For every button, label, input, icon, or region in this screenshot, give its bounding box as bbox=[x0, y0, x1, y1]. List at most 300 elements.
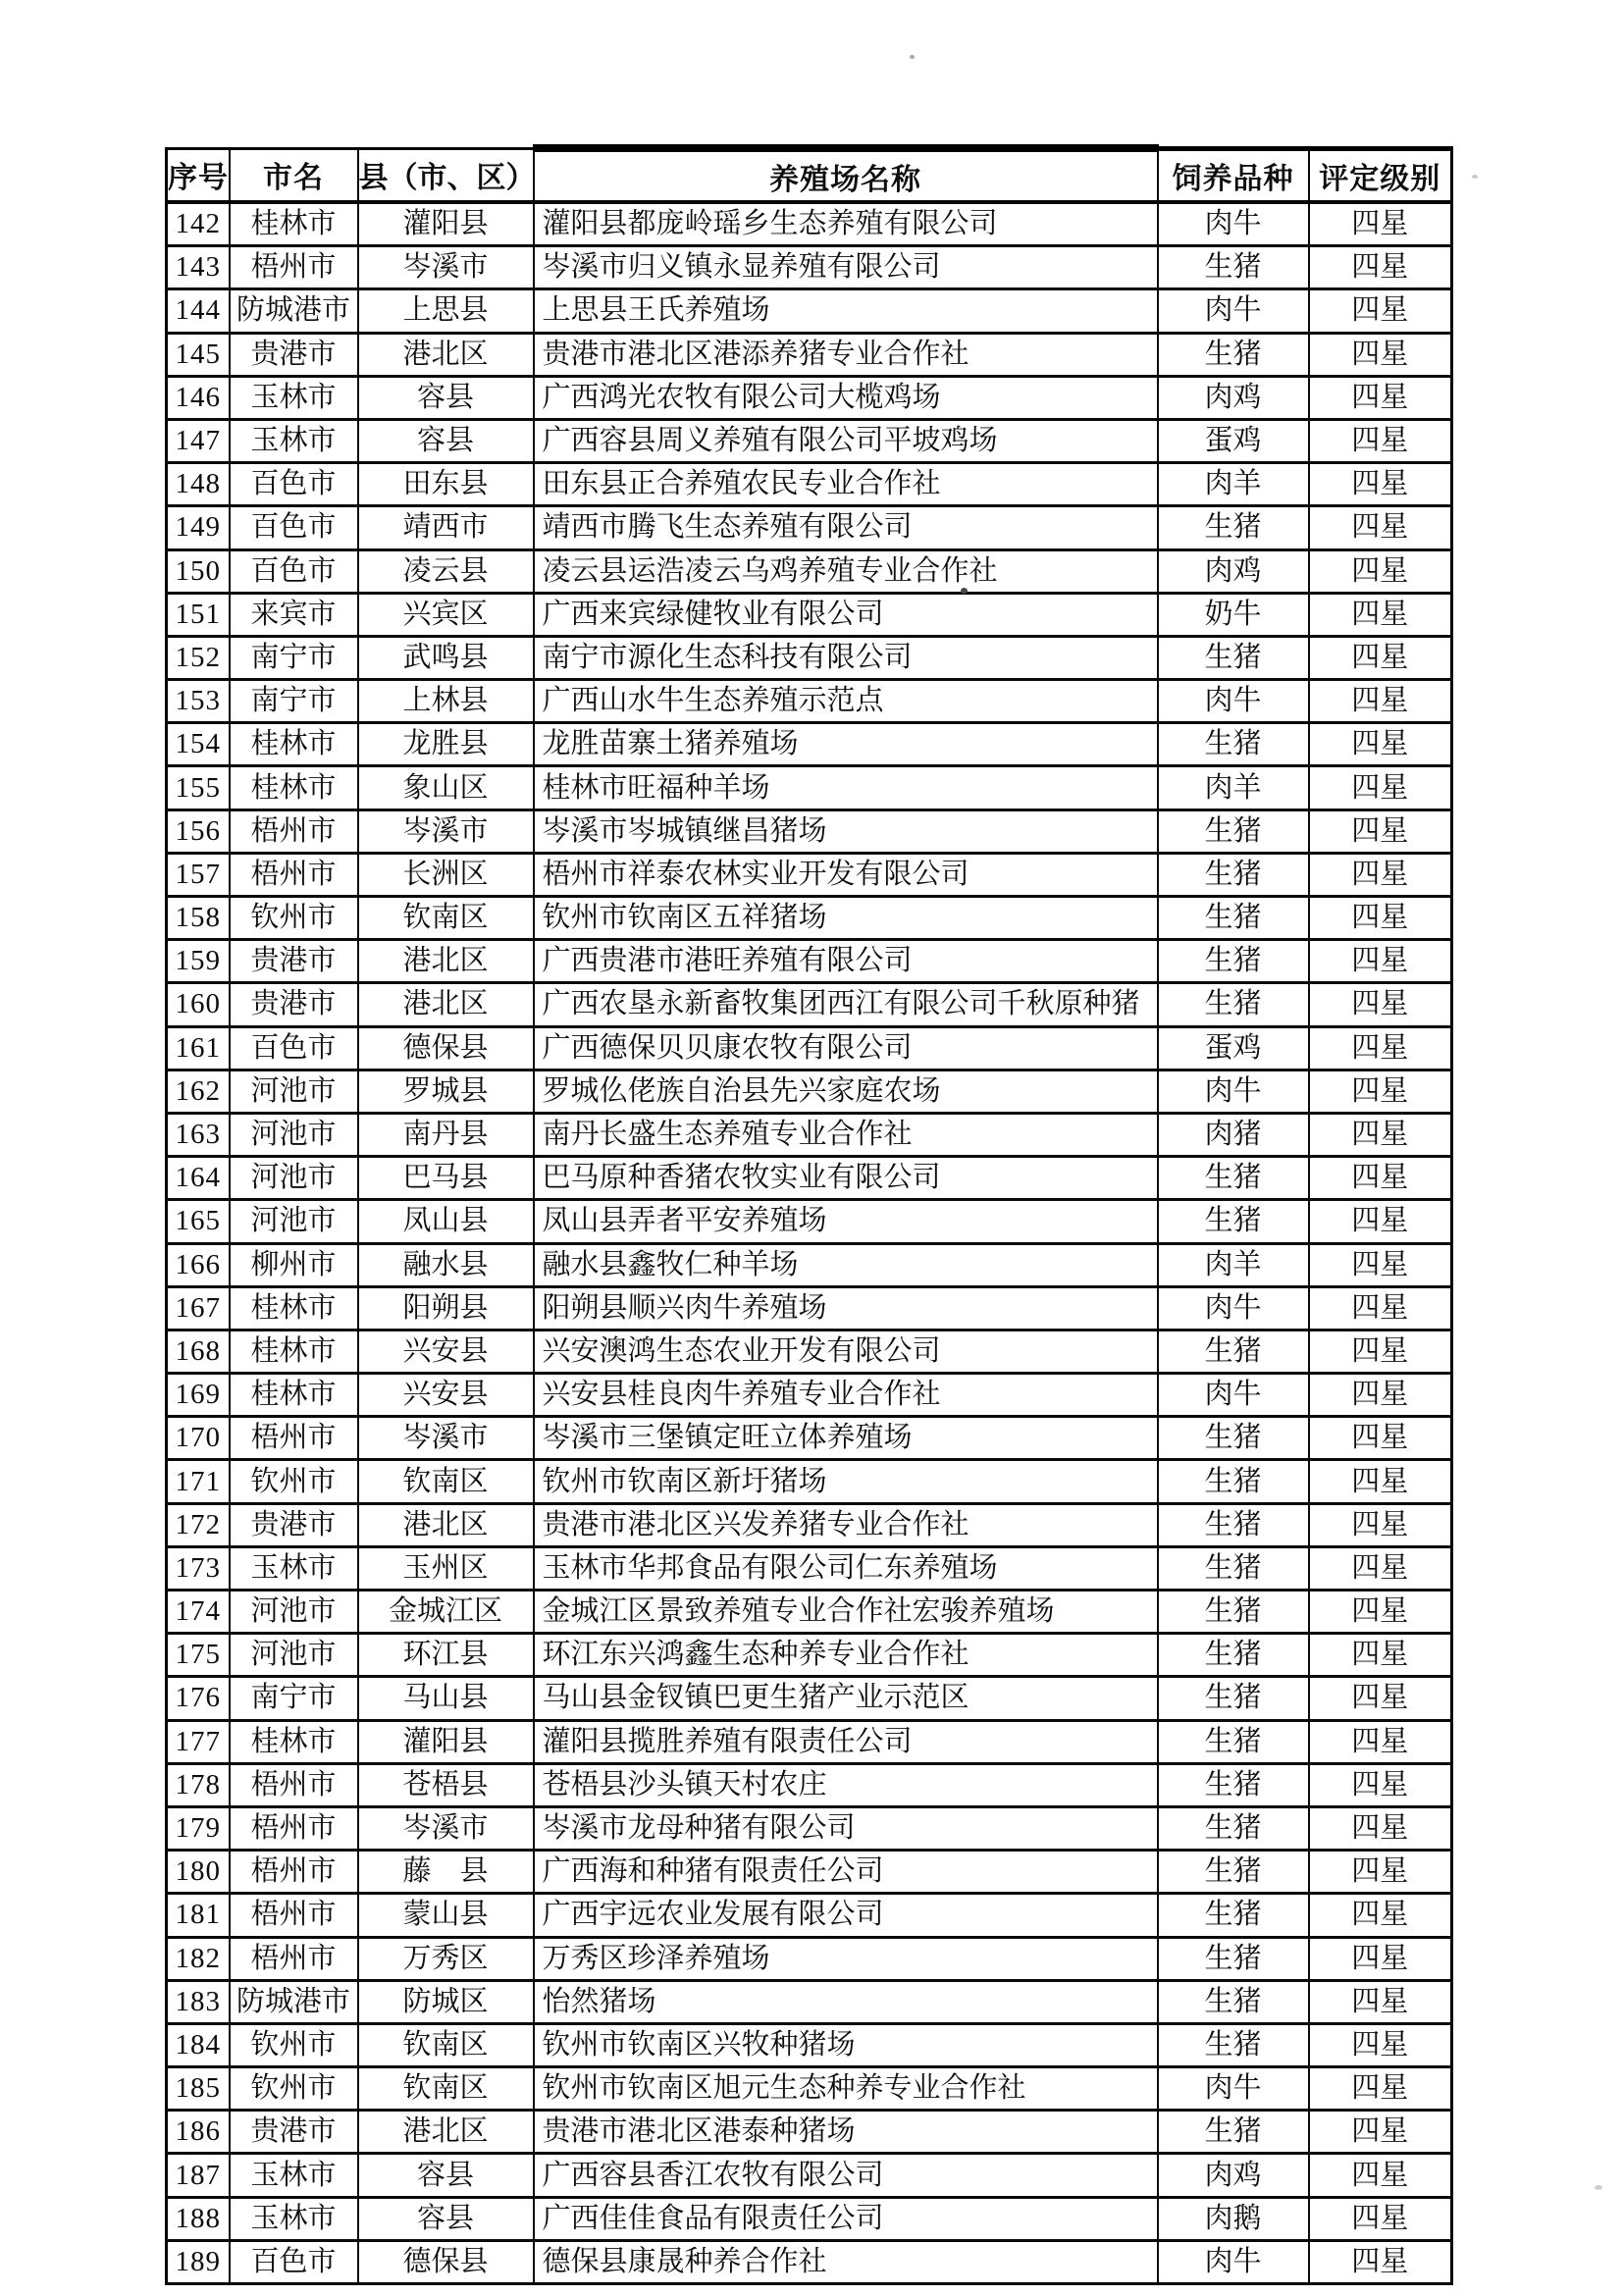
table-row bbox=[167, 1070, 1452, 1113]
row-number: 144 bbox=[167, 289, 230, 333]
farm-name: 南丹长盛生态养殖专业合作社 bbox=[534, 1113, 1158, 1156]
table-row bbox=[167, 1243, 1452, 1286]
county-name: 罗城县 bbox=[358, 1070, 534, 1113]
table-row bbox=[167, 1634, 1452, 1677]
city-name: 贵港市 bbox=[230, 983, 358, 1026]
breed-type: 生猪 bbox=[1158, 853, 1309, 896]
column-header-breed-type: 饲养品种 bbox=[1158, 148, 1309, 202]
breed-type: 生猪 bbox=[1158, 246, 1309, 289]
county-name: 金城江区 bbox=[358, 1591, 534, 1634]
table-row bbox=[167, 1417, 1452, 1460]
breed-type: 肉牛 bbox=[1158, 289, 1309, 333]
city-name: 柳州市 bbox=[230, 1243, 358, 1286]
county-name: 蒙山县 bbox=[358, 1894, 534, 1937]
column-header-county-name: 县（市、区） bbox=[358, 148, 534, 202]
farm-name: 德保县康晟种养合作社 bbox=[534, 2240, 1158, 2283]
city-name: 玉林市 bbox=[230, 2154, 358, 2197]
county-name: 象山区 bbox=[358, 766, 534, 809]
county-name: 凌云县 bbox=[358, 549, 534, 593]
column-header-city-name: 市名 bbox=[230, 148, 358, 202]
table-row bbox=[167, 983, 1452, 1026]
table-row bbox=[167, 2154, 1452, 2197]
city-name: 梧州市 bbox=[230, 1806, 358, 1850]
city-name: 钦州市 bbox=[230, 1460, 358, 1503]
row-number: 177 bbox=[167, 1720, 230, 1763]
city-name: 防城港市 bbox=[230, 289, 358, 333]
rating-level: 四星 bbox=[1309, 1070, 1452, 1113]
breed-type: 肉猪 bbox=[1158, 1113, 1309, 1156]
rating-level: 四星 bbox=[1309, 1026, 1452, 1070]
table-row bbox=[167, 897, 1452, 940]
rating-level: 四星 bbox=[1309, 1417, 1452, 1460]
city-name: 防城港市 bbox=[230, 1980, 358, 2023]
scan-speck bbox=[910, 55, 915, 59]
breed-type: 生猪 bbox=[1158, 2111, 1309, 2154]
rating-level: 四星 bbox=[1309, 680, 1452, 723]
breed-type: 肉羊 bbox=[1158, 463, 1309, 506]
farm-name: 怡然猪场 bbox=[534, 1980, 1158, 2023]
county-name: 苍梧县 bbox=[358, 1763, 534, 1806]
farm-name: 融水县鑫牧仁种羊场 bbox=[534, 1243, 1158, 1286]
breed-type: 肉牛 bbox=[1158, 1070, 1309, 1113]
breed-type: 肉牛 bbox=[1158, 1374, 1309, 1417]
city-name: 南宁市 bbox=[230, 1677, 358, 1720]
table-row bbox=[167, 333, 1452, 376]
farm-name: 广西山水牛生态养殖示范点 bbox=[534, 680, 1158, 723]
row-number: 149 bbox=[167, 506, 230, 549]
farm-name: 广西宇远农业发展有限公司 bbox=[534, 1894, 1158, 1937]
city-name: 钦州市 bbox=[230, 2067, 358, 2111]
breed-type: 生猪 bbox=[1158, 333, 1309, 376]
city-name: 梧州市 bbox=[230, 246, 358, 289]
city-name: 桂林市 bbox=[230, 1374, 358, 1417]
farm-name: 万秀区珍泽养殖场 bbox=[534, 1937, 1158, 1980]
scan-speck bbox=[961, 588, 968, 594]
rating-level: 四星 bbox=[1309, 1460, 1452, 1503]
breed-type: 生猪 bbox=[1158, 1417, 1309, 1460]
rating-level: 四星 bbox=[1309, 2197, 1452, 2240]
row-number: 164 bbox=[167, 1157, 230, 1200]
county-name: 容县 bbox=[358, 419, 534, 462]
rating-level: 四星 bbox=[1309, 2023, 1452, 2066]
table-row bbox=[167, 2197, 1452, 2240]
breed-type: 生猪 bbox=[1158, 1894, 1309, 1937]
farm-name: 桂林市旺福种羊场 bbox=[534, 766, 1158, 809]
farm-name: 灌阳县揽胜养殖有限责任公司 bbox=[534, 1720, 1158, 1763]
county-name: 防城区 bbox=[358, 1980, 534, 2023]
rating-level: 四星 bbox=[1309, 1720, 1452, 1763]
table-row bbox=[167, 1460, 1452, 1503]
breed-type: 生猪 bbox=[1158, 506, 1309, 549]
row-number: 189 bbox=[167, 2240, 230, 2283]
farm-name: 上思县王氏养殖场 bbox=[534, 289, 1158, 333]
table-row bbox=[167, 2023, 1452, 2066]
city-name: 南宁市 bbox=[230, 636, 358, 679]
row-number: 142 bbox=[167, 202, 230, 246]
breed-type: 生猪 bbox=[1158, 1851, 1309, 1894]
breed-type: 肉鹅 bbox=[1158, 2197, 1309, 2240]
table-row bbox=[167, 202, 1452, 246]
county-name: 玉州区 bbox=[358, 1546, 534, 1590]
table-row bbox=[167, 1374, 1452, 1417]
farm-name: 金城江区景致养殖专业合作社宏骏养殖场 bbox=[534, 1591, 1158, 1634]
row-number: 175 bbox=[167, 1634, 230, 1677]
table-row bbox=[167, 1503, 1452, 1546]
rating-level: 四星 bbox=[1309, 2240, 1452, 2283]
farm-name: 广西鸿光农牧有限公司大榄鸡场 bbox=[534, 376, 1158, 419]
city-name: 河池市 bbox=[230, 1591, 358, 1634]
row-number: 161 bbox=[167, 1026, 230, 1070]
breed-type: 生猪 bbox=[1158, 1720, 1309, 1763]
row-number: 147 bbox=[167, 419, 230, 462]
county-name: 容县 bbox=[358, 376, 534, 419]
table-row bbox=[167, 506, 1452, 549]
city-name: 百色市 bbox=[230, 506, 358, 549]
city-name: 梧州市 bbox=[230, 1894, 358, 1937]
rating-level: 四星 bbox=[1309, 506, 1452, 549]
row-number: 160 bbox=[167, 983, 230, 1026]
breed-type: 蛋鸡 bbox=[1158, 419, 1309, 462]
farm-name: 玉林市华邦食品有限公司仁东养殖场 bbox=[534, 1546, 1158, 1590]
breed-type: 生猪 bbox=[1158, 1157, 1309, 1200]
county-name: 钦南区 bbox=[358, 2067, 534, 2111]
table-row bbox=[167, 376, 1452, 419]
rating-level: 四星 bbox=[1309, 723, 1452, 766]
farm-name: 梧州市祥泰农林实业开发有限公司 bbox=[534, 853, 1158, 896]
city-name: 玉林市 bbox=[230, 2197, 358, 2240]
table-row bbox=[167, 1806, 1452, 1850]
county-name: 钦南区 bbox=[358, 897, 534, 940]
farm-name: 钦州市钦南区旭元生态种养专业合作社 bbox=[534, 2067, 1158, 2111]
county-name: 龙胜县 bbox=[358, 723, 534, 766]
row-number: 185 bbox=[167, 2067, 230, 2111]
rating-level: 四星 bbox=[1309, 2111, 1452, 2154]
rating-level: 四星 bbox=[1309, 2067, 1452, 2111]
scan-speck bbox=[1595, 2185, 1602, 2190]
breed-type: 生猪 bbox=[1158, 1763, 1309, 1806]
farm-name: 凌云县运浩凌云乌鸡养殖专业合作社 bbox=[534, 549, 1158, 593]
table-row bbox=[167, 1937, 1452, 1980]
rating-level: 四星 bbox=[1309, 1546, 1452, 1590]
rating-level: 四星 bbox=[1309, 636, 1452, 679]
farm-name: 广西来宾绿健牧业有限公司 bbox=[534, 593, 1158, 636]
scan-speck bbox=[1472, 175, 1478, 179]
table-row bbox=[167, 1591, 1452, 1634]
row-number: 167 bbox=[167, 1286, 230, 1330]
farm-name: 钦州市钦南区兴牧种猪场 bbox=[534, 2023, 1158, 2066]
farm-name: 龙胜苗寨土猪养殖场 bbox=[534, 723, 1158, 766]
county-name: 港北区 bbox=[358, 940, 534, 983]
breed-type: 生猪 bbox=[1158, 636, 1309, 679]
rating-level: 四星 bbox=[1309, 1374, 1452, 1417]
row-number: 154 bbox=[167, 723, 230, 766]
rating-level: 四星 bbox=[1309, 2154, 1452, 2197]
rating-level: 四星 bbox=[1309, 766, 1452, 809]
rating-level: 四星 bbox=[1309, 333, 1452, 376]
table-row bbox=[167, 1851, 1452, 1894]
table-row bbox=[167, 2111, 1452, 2154]
city-name: 桂林市 bbox=[230, 202, 358, 246]
farm-name: 岑溪市岑城镇继昌猪场 bbox=[534, 809, 1158, 853]
breed-type: 肉羊 bbox=[1158, 1243, 1309, 1286]
county-name: 上思县 bbox=[358, 289, 534, 333]
column-header-farm-name: 养殖场名称 bbox=[534, 148, 1158, 202]
county-name: 武鸣县 bbox=[358, 636, 534, 679]
farm-name: 广西海和种猪有限责任公司 bbox=[534, 1851, 1158, 1894]
city-name: 河池市 bbox=[230, 1070, 358, 1113]
table-row bbox=[167, 1546, 1452, 1590]
farm-name: 岑溪市三堡镇定旺立体养殖场 bbox=[534, 1417, 1158, 1460]
rating-level: 四星 bbox=[1309, 897, 1452, 940]
breed-type: 蛋鸡 bbox=[1158, 1026, 1309, 1070]
county-name: 长洲区 bbox=[358, 853, 534, 896]
row-number: 165 bbox=[167, 1200, 230, 1243]
row-number: 186 bbox=[167, 2111, 230, 2154]
breed-type: 生猪 bbox=[1158, 723, 1309, 766]
row-number: 148 bbox=[167, 463, 230, 506]
rating-level: 四星 bbox=[1309, 1937, 1452, 1980]
county-name: 港北区 bbox=[358, 1503, 534, 1546]
column-header-rating-level: 评定级别 bbox=[1309, 148, 1452, 202]
table-row bbox=[167, 593, 1452, 636]
row-number: 169 bbox=[167, 1374, 230, 1417]
row-number: 152 bbox=[167, 636, 230, 679]
row-number: 170 bbox=[167, 1417, 230, 1460]
breed-type: 生猪 bbox=[1158, 1980, 1309, 2023]
table-row bbox=[167, 1026, 1452, 1070]
row-number: 163 bbox=[167, 1113, 230, 1156]
row-number: 182 bbox=[167, 1937, 230, 1980]
county-name: 港北区 bbox=[358, 2111, 534, 2154]
row-number: 184 bbox=[167, 2023, 230, 2066]
county-name: 南丹县 bbox=[358, 1113, 534, 1156]
table-row bbox=[167, 463, 1452, 506]
row-number: 174 bbox=[167, 1591, 230, 1634]
table-row bbox=[167, 766, 1452, 809]
row-number: 181 bbox=[167, 1894, 230, 1937]
rating-level: 四星 bbox=[1309, 376, 1452, 419]
rating-level: 四星 bbox=[1309, 1763, 1452, 1806]
breed-type: 肉鸡 bbox=[1158, 376, 1309, 419]
city-name: 百色市 bbox=[230, 1026, 358, 1070]
rating-level: 四星 bbox=[1309, 1113, 1452, 1156]
farm-name: 钦州市钦南区五祥猪场 bbox=[534, 897, 1158, 940]
farm-name: 靖西市腾飞生态养殖有限公司 bbox=[534, 506, 1158, 549]
farm-rating-table bbox=[165, 144, 1453, 2285]
table-row bbox=[167, 1894, 1452, 1937]
row-number: 151 bbox=[167, 593, 230, 636]
row-number: 156 bbox=[167, 809, 230, 853]
city-name: 河池市 bbox=[230, 1157, 358, 1200]
county-name: 岑溪市 bbox=[358, 809, 534, 853]
farm-name: 田东县正合养殖农民专业合作社 bbox=[534, 463, 1158, 506]
city-name: 桂林市 bbox=[230, 1720, 358, 1763]
table-row bbox=[167, 2240, 1452, 2283]
row-number: 187 bbox=[167, 2154, 230, 2197]
row-number: 178 bbox=[167, 1763, 230, 1806]
breed-type: 生猪 bbox=[1158, 1503, 1309, 1546]
breed-type: 生猪 bbox=[1158, 1806, 1309, 1850]
table-row bbox=[167, 289, 1452, 333]
county-name: 凤山县 bbox=[358, 1200, 534, 1243]
table-row bbox=[167, 1157, 1452, 1200]
rating-level: 四星 bbox=[1309, 1157, 1452, 1200]
rating-level: 四星 bbox=[1309, 1503, 1452, 1546]
farm-name: 广西贵港市港旺养殖有限公司 bbox=[534, 940, 1158, 983]
breed-type: 奶牛 bbox=[1158, 593, 1309, 636]
farm-name: 南宁市源化生态科技有限公司 bbox=[534, 636, 1158, 679]
city-name: 百色市 bbox=[230, 549, 358, 593]
farm-name: 凤山县弄者平安养殖场 bbox=[534, 1200, 1158, 1243]
rating-level: 四星 bbox=[1309, 1286, 1452, 1330]
city-name: 梧州市 bbox=[230, 1937, 358, 1980]
row-number: 159 bbox=[167, 940, 230, 983]
rating-level: 四星 bbox=[1309, 246, 1452, 289]
farm-name: 广西容县香江农牧有限公司 bbox=[534, 2154, 1158, 2197]
city-name: 桂林市 bbox=[230, 1330, 358, 1373]
county-name: 灌阳县 bbox=[358, 202, 534, 246]
breed-type: 肉牛 bbox=[1158, 1286, 1309, 1330]
county-name: 容县 bbox=[358, 2197, 534, 2240]
city-name: 桂林市 bbox=[230, 1286, 358, 1330]
county-name: 上林县 bbox=[358, 680, 534, 723]
rating-level: 四星 bbox=[1309, 1634, 1452, 1677]
row-number: 158 bbox=[167, 897, 230, 940]
row-number: 143 bbox=[167, 246, 230, 289]
breed-type: 生猪 bbox=[1158, 809, 1309, 853]
farm-name: 贵港市港北区港添养猪专业合作社 bbox=[534, 333, 1158, 376]
table-row bbox=[167, 1720, 1452, 1763]
table-row bbox=[167, 246, 1452, 289]
city-name: 百色市 bbox=[230, 463, 358, 506]
table-row bbox=[167, 680, 1452, 723]
rating-level: 四星 bbox=[1309, 419, 1452, 462]
city-name: 贵港市 bbox=[230, 2111, 358, 2154]
table-row bbox=[167, 419, 1452, 462]
city-name: 桂林市 bbox=[230, 723, 358, 766]
city-name: 河池市 bbox=[230, 1113, 358, 1156]
county-name: 兴宾区 bbox=[358, 593, 534, 636]
city-name: 钦州市 bbox=[230, 2023, 358, 2066]
city-name: 河池市 bbox=[230, 1200, 358, 1243]
rating-level: 四星 bbox=[1309, 853, 1452, 896]
rating-level: 四星 bbox=[1309, 549, 1452, 593]
breed-type: 肉鸡 bbox=[1158, 2154, 1309, 2197]
column-header-row-number: 序号 bbox=[167, 148, 230, 202]
row-number: 171 bbox=[167, 1460, 230, 1503]
farm-name: 钦州市钦南区新圩猪场 bbox=[534, 1460, 1158, 1503]
rating-level: 四星 bbox=[1309, 1851, 1452, 1894]
rating-level: 四星 bbox=[1309, 1677, 1452, 1720]
county-name: 岑溪市 bbox=[358, 1806, 534, 1850]
city-name: 梧州市 bbox=[230, 1417, 358, 1460]
county-name: 兴安县 bbox=[358, 1374, 534, 1417]
county-name: 岑溪市 bbox=[358, 246, 534, 289]
county-name: 港北区 bbox=[358, 983, 534, 1026]
breed-type: 生猪 bbox=[1158, 1546, 1309, 1590]
breed-type: 生猪 bbox=[1158, 1937, 1309, 1980]
table-row bbox=[167, 549, 1452, 593]
county-name: 德保县 bbox=[358, 2240, 534, 2283]
city-name: 梧州市 bbox=[230, 809, 358, 853]
farm-name: 灌阳县都庞岭瑶乡生态养殖有限公司 bbox=[534, 202, 1158, 246]
breed-type: 生猪 bbox=[1158, 1200, 1309, 1243]
table-row bbox=[167, 2067, 1452, 2111]
county-name: 万秀区 bbox=[358, 1937, 534, 1980]
city-name: 桂林市 bbox=[230, 766, 358, 809]
rating-level: 四星 bbox=[1309, 202, 1452, 246]
city-name: 来宾市 bbox=[230, 593, 358, 636]
rating-level: 四星 bbox=[1309, 463, 1452, 506]
breed-type: 生猪 bbox=[1158, 940, 1309, 983]
rating-level: 四星 bbox=[1309, 940, 1452, 983]
rating-level: 四星 bbox=[1309, 1806, 1452, 1850]
city-name: 南宁市 bbox=[230, 680, 358, 723]
farm-name: 苍梧县沙头镇天村农庄 bbox=[534, 1763, 1158, 1806]
row-number: 146 bbox=[167, 376, 230, 419]
farm-name: 兴安县桂良肉牛养殖专业合作社 bbox=[534, 1374, 1158, 1417]
county-name: 阳朔县 bbox=[358, 1286, 534, 1330]
table-row bbox=[167, 940, 1452, 983]
city-name: 贵港市 bbox=[230, 1503, 358, 1546]
farm-name: 岑溪市龙母种猪有限公司 bbox=[534, 1806, 1158, 1850]
table-row bbox=[167, 1286, 1452, 1330]
farm-name: 环江东兴鸿鑫生态种养专业合作社 bbox=[534, 1634, 1158, 1677]
farm-name: 岑溪市归义镇永显养殖有限公司 bbox=[534, 246, 1158, 289]
county-name: 容县 bbox=[358, 2154, 534, 2197]
farm-name: 巴马原种香猪农牧实业有限公司 bbox=[534, 1157, 1158, 1200]
farm-name: 广西佳佳食品有限责任公司 bbox=[534, 2197, 1158, 2240]
breed-type: 肉牛 bbox=[1158, 202, 1309, 246]
county-name: 钦南区 bbox=[358, 1460, 534, 1503]
rating-level: 四星 bbox=[1309, 1980, 1452, 2023]
row-number: 179 bbox=[167, 1806, 230, 1850]
table-body bbox=[167, 202, 1452, 2284]
breed-type: 肉牛 bbox=[1158, 2067, 1309, 2111]
city-name: 钦州市 bbox=[230, 897, 358, 940]
breed-type: 生猪 bbox=[1158, 1330, 1309, 1373]
breed-type: 肉羊 bbox=[1158, 766, 1309, 809]
breed-type: 生猪 bbox=[1158, 983, 1309, 1026]
table-row bbox=[167, 636, 1452, 679]
row-number: 150 bbox=[167, 549, 230, 593]
city-name: 玉林市 bbox=[230, 1546, 358, 1590]
farm-name: 马山县金钗镇巴更生猪产业示范区 bbox=[534, 1677, 1158, 1720]
row-number: 168 bbox=[167, 1330, 230, 1373]
farm-name: 兴安澳鸿生态农业开发有限公司 bbox=[534, 1330, 1158, 1373]
row-number: 183 bbox=[167, 1980, 230, 2023]
row-number: 157 bbox=[167, 853, 230, 896]
breed-type: 生猪 bbox=[1158, 1677, 1309, 1720]
farm-name: 贵港市港北区兴发养猪专业合作社 bbox=[534, 1503, 1158, 1546]
table-row bbox=[167, 723, 1452, 766]
row-number: 155 bbox=[167, 766, 230, 809]
row-number: 180 bbox=[167, 1851, 230, 1894]
farm-name: 阳朔县顺兴肉牛养殖场 bbox=[534, 1286, 1158, 1330]
breed-type: 肉鸡 bbox=[1158, 549, 1309, 593]
city-name: 玉林市 bbox=[230, 419, 358, 462]
county-name: 田东县 bbox=[358, 463, 534, 506]
breed-type: 生猪 bbox=[1158, 897, 1309, 940]
city-name: 梧州市 bbox=[230, 1851, 358, 1894]
row-number: 145 bbox=[167, 333, 230, 376]
rating-level: 四星 bbox=[1309, 289, 1452, 333]
city-name: 玉林市 bbox=[230, 376, 358, 419]
county-name: 马山县 bbox=[358, 1677, 534, 1720]
county-name: 融水县 bbox=[358, 1243, 534, 1286]
county-name: 港北区 bbox=[358, 333, 534, 376]
city-name: 河池市 bbox=[230, 1634, 358, 1677]
